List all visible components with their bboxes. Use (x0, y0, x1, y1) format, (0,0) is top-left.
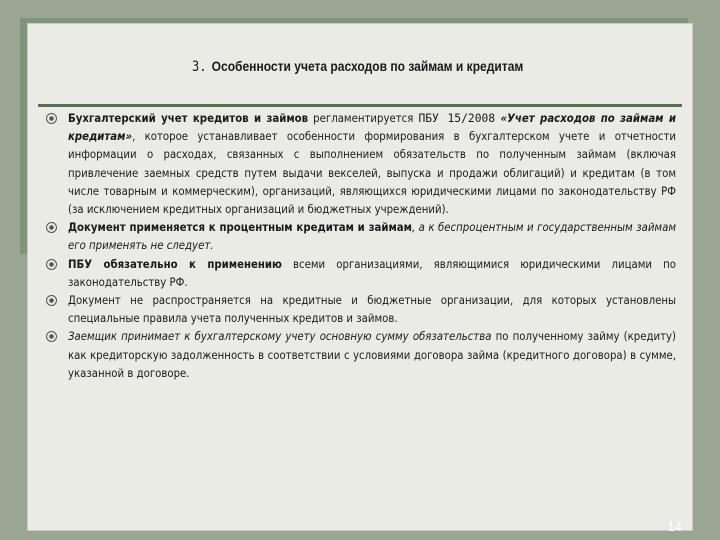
title-box (36, 30, 680, 102)
item-2-text: , а к беспроцентным и государственным займам его применять не следует. (68, 221, 676, 253)
content-list (46, 110, 676, 383)
item-3-lead: ПБУ обязательно к применению (68, 257, 282, 271)
item-4-text: Документ не распространяется на кредитные и бюджетные организации, для которых установлены специальные правила учета полученных кредитов и займов. (68, 294, 676, 326)
bullet-icon (46, 113, 57, 124)
item-2-lead: Документ применяется к процентным кредитам и займам (68, 221, 412, 235)
slide-title (192, 58, 523, 75)
title-number: 3. (192, 58, 207, 75)
item-3-text: всеми организациями, являющимися юридическими лицами по законодательству РФ. (68, 257, 676, 289)
item-5-lead: Заемщик принимает к бухгалтерскому учету основную сумму обязательства (68, 330, 492, 344)
item-1-pbu: ПБУ 15/2008 (418, 112, 496, 125)
bullet-icon (46, 331, 57, 342)
list-item-2 (46, 219, 676, 255)
list-item-3 (46, 256, 676, 292)
bullet-icon (46, 259, 57, 270)
item-1-text-b: , которое устанавливает особенности формирования в бухгалтерском учете и отчетности информации о расходах, связанных с выполнением обязательств по полученным займам (включая привлечение заемных средств путем выдачи векселей, выпуска и продажи облигаций) и кредитам (в том числе товарным и коммерческим), организаций, являющихся юридическими лицами по законодательству РФ (за исключением кредитных организаций и бюджетных учреждений). (68, 130, 676, 217)
list-item-1 (46, 110, 676, 219)
item-1-text-a: регламентируется (308, 112, 419, 125)
item-5-text: по полученному займу (кредиту) как кредиторскую задолженность в соответствии с условиями договора займа (кредитного договора) в сумме, указанной в договоре. (68, 330, 677, 380)
page-number: 14 (667, 519, 682, 534)
bullet-icon (46, 222, 57, 233)
item-1-lead: Бухгалтерский учет кредитов и займов (68, 112, 309, 125)
title-text: Особенности учета расходов по займам и кредитам (211, 57, 524, 74)
list-item-4 (46, 292, 676, 328)
title-divider (38, 104, 682, 107)
bullet-icon (46, 295, 57, 306)
list-item-5 (46, 328, 676, 383)
item-1-doc-title: «Учет расходов по займам и кредитам» (68, 112, 676, 144)
